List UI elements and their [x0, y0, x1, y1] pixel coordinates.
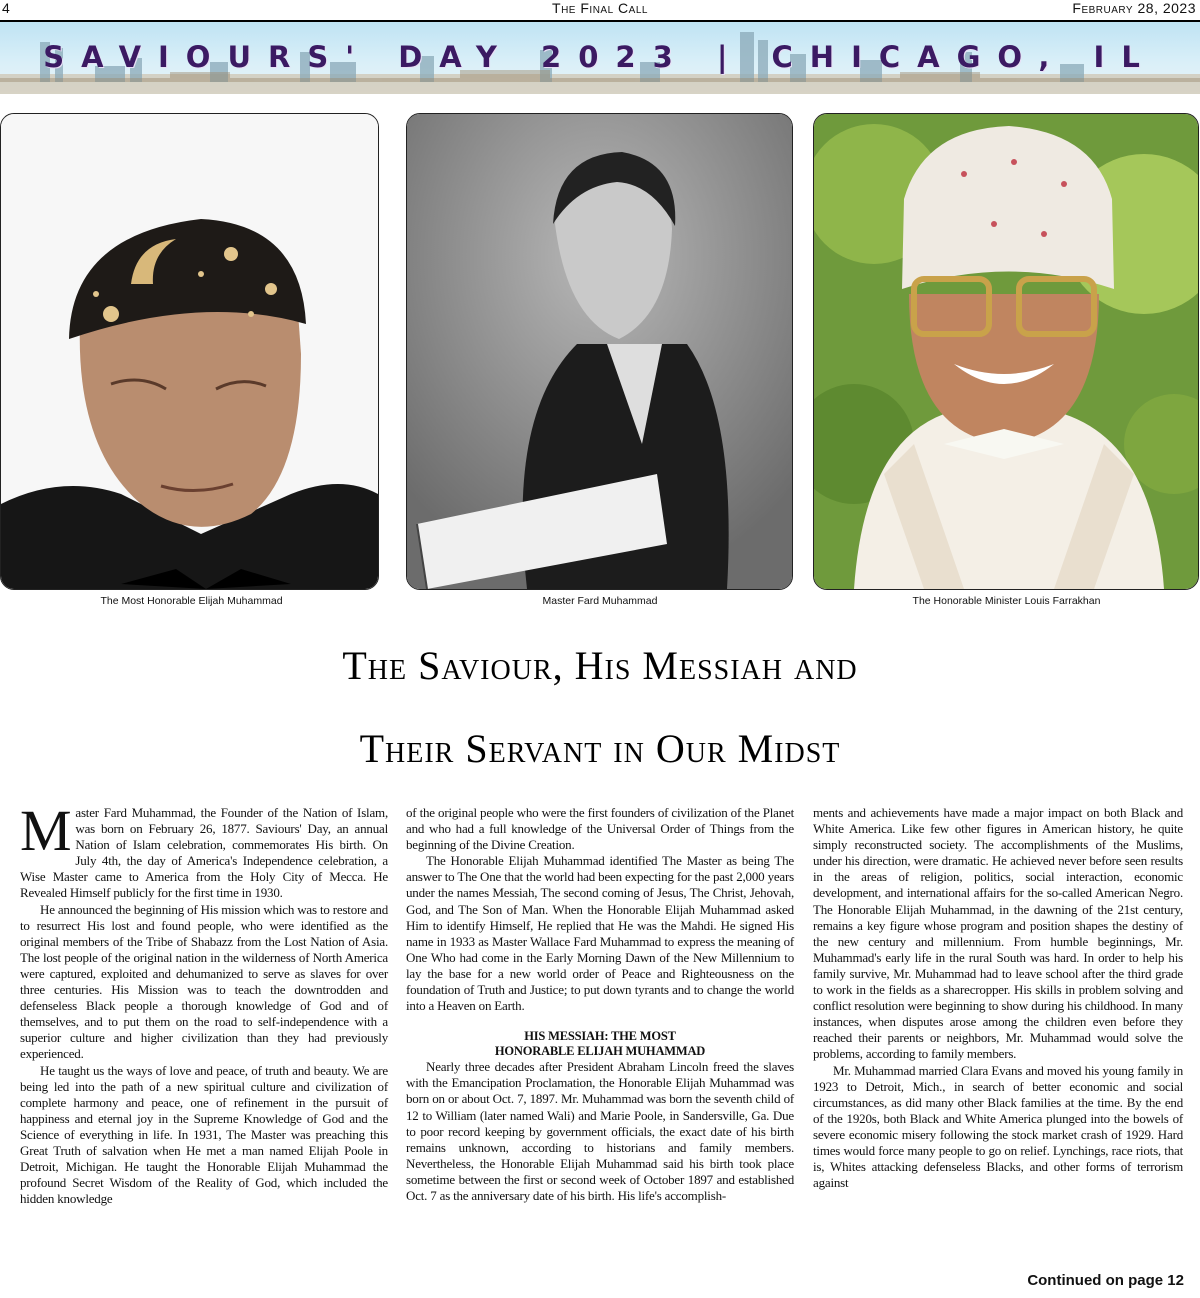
headline-line-1: The Saviour, His Messiah and: [342, 643, 858, 688]
continued-on-page-link[interactable]: Continued on page 12: [1027, 1272, 1184, 1289]
article-paragraph: The Honorable Elijah Muhammad identified The Master as being The answer to The One that the world had been expecting for the past 2,000 years under the names Messiah, The second coming of Jesus, The Christ, Jehovah, God, and The Son of Man. When the Honorable Elijah Muhammad asked Him to identify Himself, He replied that He was the Mahdi. He signed His name in 1933 as Master Wallace Fard Muhammad to express the meaning of One Who had come in the Early Morning Dawn of the New Millennium to lay the base for a new world order of Peace and Righteousness on the foundation of Truth and Justice; to put down tyrants and to change the world into a Heaven on Earth.: [406, 853, 794, 1014]
portrait-louis-farrakhan: [813, 113, 1199, 590]
issue-date: February 28, 2023: [1072, 0, 1196, 16]
caption-master-fard-muhammad: Master Fard Muhammad: [542, 595, 658, 607]
article-paragraph: of the original people who were the first founders of civilization of the Planet and who had a full knowledge of the Universal Order of Things from the beginning of the Divine Creation.: [406, 805, 794, 853]
article-column-3: [813, 805, 1183, 1191]
portrait-elijah-muhammad: [0, 113, 379, 590]
article-paragraph: ments and achievements have made a major impact on both Black and White America. Like few other figures in American history, he quite simply reconstructed society. The accomplishments of the Muslims, under his direction, were dramatic. He achieved never before seen results in the areas of religion, politics, social interaction, economic development, and international affairs for the so-called American Negro. The Honorable Elijah Muhammad, in the dawning of the 21st century, remains a key figure whose program and position shapes the destiny of the new century and millennium. From humble beginnings, Mr. Muhammad's early life in the rural South was hard. In order to help his family survive, Mr. Muhammad had to leave school after the third grade to work in the fields as a sharecropper. His skills in problem solving and conflict resolution were beginning to show during his childhood. In many instances, when disputes arose among the children even before they reached their parents or neighbors, Mr. Muhammad would solve the problems, according to family members.: [813, 805, 1183, 1062]
section-subhead: HIS MESSIAH: THE MOST HONORABLE ELIJAH MUHAMMAD: [494, 1029, 706, 1059]
page-number: 4: [2, 0, 10, 16]
article-paragraph: Master Fard Muhammad, the Founder of the Nation of Islam, was born on February 26, 1877. Saviours' Day, an annual Nation of Islam celebration, commemorates His birth. On July 4th, the day of America's Independence celebration, a Wise Master came to America from the Holy City of Mecca. He Revealed Himself publicly for the first time in 1930.: [20, 798, 388, 901]
section-banner: [0, 22, 1200, 94]
article-paragraph: Nearly three decades after President Abraham Lincoln freed the slaves with the Emancipation Proclamation, the Honorable Elijah Muhammad was born on or about Oct. 7, 1897. Mr. Muhammad was born the seventh child of 12 to William (later named Wali) and Marie Poole, in Sandersville, Ga. Due to poor record keeping by government officials, the exact date of his birth remains unknown, according to historians and family members. Nevertheless, the Honorable Elijah Muhammad said his birth took place sometime between the first or second week of October 1897 and established Oct. 7 as the anniversary date of his birth. His life's accomplish-: [406, 1059, 794, 1203]
caption-elijah-muhammad: The Most Honorable Elijah Muhammad: [100, 595, 283, 607]
banner-title: SAVIOURS' DAY 2023 | CHICAGO, IL: [43, 40, 1157, 74]
caption-louis-farrakhan: The Honorable Minister Louis Farrakhan: [912, 595, 1101, 607]
portrait-image: [407, 114, 792, 589]
folio-line: [0, 0, 1200, 22]
article-column-1: [20, 798, 388, 1207]
drop-cap: M: [20, 798, 72, 863]
article-paragraph: Mr. Muhammad married Clara Evans and moved his young family in 1923 to Detroit, Mich., in search of better economic and social circumstances, as did many other Black families at the time. By the end of the 1920s, both Black and White America plunged into the bowels of severe economic misery following the stock market crash of 1929. Hard times would force many people to go on relief. Lynchings, race riots, that is, Whites attacking defenseless Blacks, and other forms of terrorism against: [813, 1062, 1183, 1191]
article-column-2: [406, 805, 794, 1204]
article-paragraph: He taught us the ways of love and peace, of truth and beauty. We are being led into the path of a new spiritual culture and civilization of complete harmony and peace, one of refinement in the pursuit of happiness and eternal joy in the Supreme Knowledge of God and the Science of everything in life. In 1931, The Master was preaching this Great Truth of salvation when He met a man named Elijah Poole in Detroit, Michigan. He taught the Honorable Elijah Muhammad the profound Secret Wisdom of the Reality of God, which included the hidden knowledge: [20, 1062, 388, 1207]
portrait-image: [1, 114, 378, 589]
publication-name: The Final Call: [552, 0, 648, 16]
portrait-master-fard-muhammad: [406, 113, 793, 590]
portrait-image: [814, 114, 1198, 589]
article-paragraph: He announced the beginning of His mission which was to restore and to resurrect His lost and found people, who were identified as the original members of the Tribe of Shabazz from the Lost Nation of Asia. The lost people of the original nation in the wilderness of North America were captured, exploited and dehumanized to serve as slaves for over three centuries. His Mission was to teach the downtrodden and defenseless Black people a thorough knowledge of God and of themselves, and to put them on the road to self-independence with a superior culture and higher civilization than they had previously experienced.: [20, 901, 388, 1062]
headline-line-2: Their Servant in Our Midst: [359, 726, 841, 771]
